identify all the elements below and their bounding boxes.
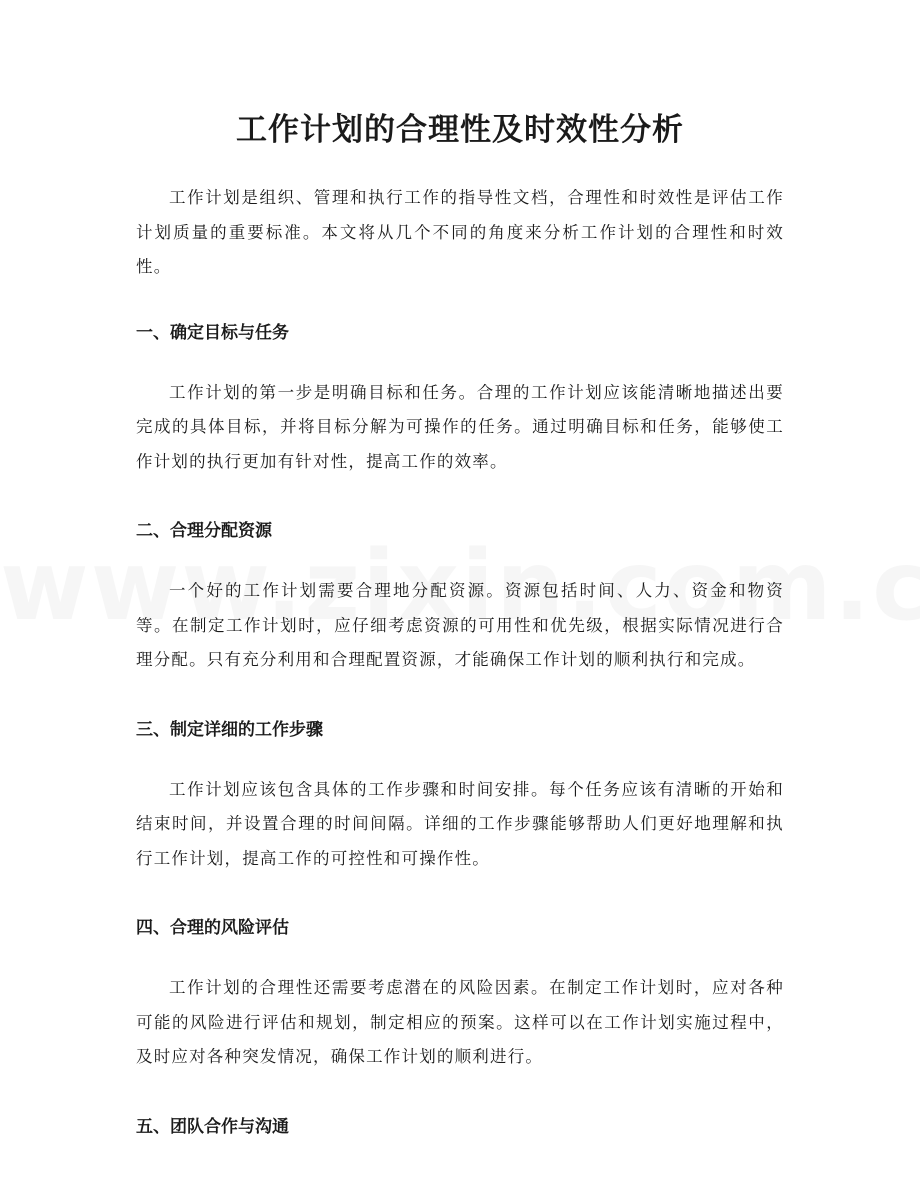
section-5-heading: 五、团队合作与沟通 [136, 1116, 289, 1137]
section-2-heading: 二、合理分配资源 [136, 521, 272, 541]
section-3-body: 工作计划应该包含具体的工作步骤和时间安排。每个任务应该有清晰的开始和结束时间，并设置合理的时间间隔。详细的工作步骤能够帮助人们更好地理解和执行工作计划，提高工作的可控性和可操作性。 [136, 779, 784, 868]
document-title: 工作计划的合理性及时效性分析 [236, 112, 684, 148]
intro-paragraph: 工作计划是组织、管理和执行工作的指导性文档，合理性和时效性是评估工作计划质量的重要标准。本文将从几个不同的角度来分析工作计划的合理性和时效性。 [136, 188, 784, 276]
section-4-heading: 四、合理的风险评估 [136, 918, 289, 938]
section-2-body: 一个好的工作计划需要合理地分配资源。资源包括时间、人力、资金和物资等。在制定工作计划时，应仔细考虑资源的可用性和优先级，根据实际情况进行合理分配。只有充分利用和合理配置资源，才能确保工作计划的顺利执行和完成。 [136, 581, 784, 669]
section-1-heading: 一、确定目标与任务 [136, 322, 289, 343]
section-3-heading: 三、制定详细的工作步骤 [136, 719, 323, 740]
section-1-body: 工作计划的第一步是明确目标和任务。合理的工作计划应该能清晰地描述出要完成的具体目标，并将目标分解为可操作的任务。通过明确目标和任务，能够使工作计划的执行更加有针对性，提高工作的效率。 [136, 382, 784, 471]
section-4-body: 工作计划的合理性还需要考虑潜在的风险因素。在制定工作计划时，应对各种可能的风险进行评估和规划，制定相应的预案。这样可以在工作计划实施过程中，及时应对各种突发情况，确保工作计划的顺利进行。 [136, 978, 784, 1066]
